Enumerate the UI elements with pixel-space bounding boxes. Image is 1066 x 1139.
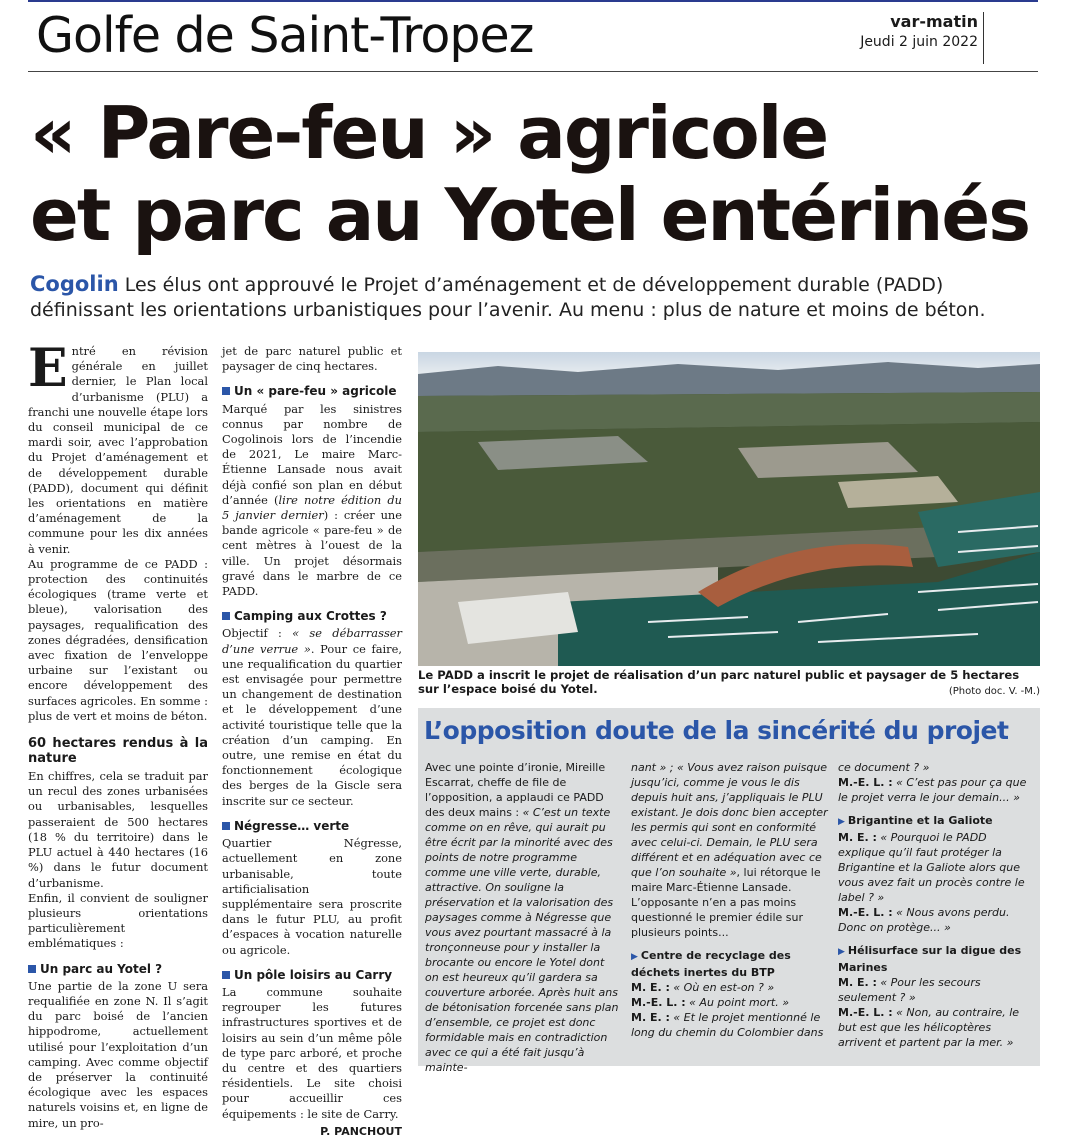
- headline-line-1: « Pare-feu » agricole: [30, 91, 828, 175]
- author-signature: P. PANCHOUT: [320, 1124, 402, 1138]
- square-bullet-icon: [28, 965, 36, 973]
- city-label: Cogolin: [30, 272, 119, 296]
- dialogue-line: M.-E. L. : « Non, au contraire, le but est que les hélicoptères arrivent et partent par la mer. »: [838, 1006, 1020, 1049]
- article-paragraph: Quartier Négresse, actuellement en zone urbanisable, toute artificialisation supplémentaire sera proscrite dans le futur PLU, au profit d’espaces à vocation naturelle ou agricole.: [222, 836, 402, 957]
- headline: [30, 92, 1040, 256]
- lead-text: Les élus ont approuvé le Projet d’aménagement et de développement durable (PADD) définissant les orientations urbanistiques pour l’avenir. Au menu : plus de nature et moins de béton.: [30, 274, 986, 321]
- box-column-3: [838, 760, 1036, 1050]
- top-rule: [28, 0, 1038, 2]
- subheading: Un parc au Yotel ?: [28, 962, 208, 977]
- masthead: [860, 12, 978, 50]
- article-paragraph: Enfin, il convient de souligner plusieurs orientations particulièrement emblématiques :: [28, 890, 208, 951]
- box-subheading: ▶ Brigantine et la Galiote: [838, 814, 993, 827]
- dialogue-line: M.-E. L. : « Au point mort. »: [631, 996, 790, 1009]
- article-column-2: [222, 344, 402, 1139]
- subheading: 60 hectares rendus à la nature: [28, 736, 208, 767]
- photo-credit: (Photo doc. V. -M.): [948, 686, 1040, 697]
- headline-line-2: et parc au Yotel entérinés: [30, 173, 1030, 257]
- lead-paragraph: [30, 272, 1040, 323]
- dialogue-line: M. E. : « Et le projet mentionné le long du chemin du Colombier dans: [631, 1011, 824, 1039]
- square-bullet-icon: [222, 971, 230, 979]
- article-paragraph: La commune souhaite regrouper les futures infrastructures sportives et de loisirs au sein d’un même pôle de type parc arboré, et proche du centre et des quartiers résidentiels. Le site choisi pour accueillir ces équipements : le site de Carry.: [222, 984, 402, 1121]
- article-paragraph: Objectif : « se débarrasser d’une verrue ». Pour ce faire, une requalification du quartier est envisagée pour permettre un changement de destination et le développement d’une activité touristique telle que la création d’un camping. En outre, une remise en état du fonctionnement écologique des berges de la Giscle sera inscrite sur ce secteur.: [222, 626, 402, 808]
- box-title: L’opposition doute de la sincérité du projet: [424, 716, 1009, 745]
- box-subheading: ▶ Hélisurface sur la digue des Marines: [838, 944, 1022, 974]
- article-paragraph: En chiffres, cela se traduit par un recul des zones urbanisées ou urbanisables, lesquelles passeraient de 500 hectares (18 % du territoire) dans le PLU actuel à 440 hectares (16 %) dans le futur document d’urbanisme.: [28, 769, 208, 890]
- issue-date: Jeudi 2 juin 2022: [860, 34, 978, 50]
- article-paragraph: Au programme de ce PADD : protection des continuités écologiques (trame verte et bleue), valorisation des paysages, requalification des zones dégradées, densification avec fixation de l’enveloppe urbaine sur l’existant ou encore développement des surfaces agricoles. En somme : plus de vert et moins de béton.: [28, 556, 208, 723]
- article-paragraph: ntré en révision générale en juillet dernier, le Plan local d’urbanisme (PLU) a franchi une nouvelle étape lors du conseil municipal de ce mardi soir, avec l’approbation du Projet d’aménagement et de développement durable (PADD), document qui définit les orientations en matière d’aménagement de la commune pour les dix années à venir.: [28, 344, 208, 556]
- box-subheading: ▶ Centre de recyclage des déchets inertes du BTP: [631, 949, 791, 979]
- triangle-bullet-icon: ▶: [838, 817, 845, 827]
- aerial-photo-illustration: [418, 352, 1040, 666]
- square-bullet-icon: [222, 387, 230, 395]
- article-column-1: [28, 338, 208, 1131]
- box-column-2: [631, 760, 831, 1040]
- square-bullet-icon: [222, 612, 230, 620]
- newspaper-name: var-matin: [890, 12, 978, 31]
- subheading: Camping aux Crottes ?: [222, 609, 402, 624]
- box-paragraph: L’opposante n’en a pas moins questionné le premier édile sur plusieurs points...: [631, 896, 804, 939]
- masthead-divider: [983, 12, 984, 64]
- box-paragraph: nant » ; « Vous avez raison puisque jusqu’ici, comme je vous le dis depuis huit ans, j’appliquais le PLU existant. Je dois donc bien accepter les permis qui sont en conformité avec celui-ci. Demain, le PLU sera différent et en adéquation avec ce que l’on souhaite », lui rétorque le maire Marc-Étienne Lansade.: [631, 761, 828, 894]
- article-paragraph: Une partie de la zone U sera requalifiée en zone N. Il s’agit du parc boisé de l’ancien hippodrome, actuellement utilisé pour l’exploitation d’un camping. Avec comme objectif de préserver la continuité écologique avec les espaces naturels voisins et, en ligne de mire, un pro-: [28, 978, 208, 1130]
- dialogue-line: M.-E. L. : « C’est pas pour ça que le projet verra le jour demain... »: [838, 776, 1027, 804]
- box-paragraph: Avec une pointe d’ironie, Mireille Escarrat, cheffe de file de l’opposition, a applaudi ce PADD des deux mains : « C’est un texte comme on en rêve, qui aurait pu être écrit par la minorité avec des points de notre programme comme une ville verte, durable, attractive. On souligne la préservation et la valorisation des paysages comme à Négresse que vous avez pourtant massacré à la tronçonneuse pour y installer la brocante ou encore le Yotel dont on est heureux qu’il gardera sa couverture arborée. Après huit ans de bétonisation forcenée sans plan d’ensemble, ce projet est donc formidable mais en contradiction avec ce qui a été fait jusqu’à mainte-: [425, 761, 619, 1074]
- box-column-1: [425, 760, 621, 1075]
- dialogue-line: ce document ? »: [838, 761, 930, 774]
- aerial-photo: [418, 352, 1040, 666]
- triangle-bullet-icon: ▶: [838, 947, 845, 957]
- section-title: Golfe de Saint-Tropez: [36, 7, 534, 64]
- opposition-box: [418, 708, 1040, 1074]
- subheading: Un pôle loisirs au Carry: [222, 968, 402, 983]
- drop-cap: E: [28, 338, 68, 399]
- photo-caption: Le PADD a inscrit le projet de réalisation d’un parc naturel public et paysager de 5 hectares sur l’espace boisé du Yotel.: [418, 668, 1020, 696]
- square-bullet-icon: [222, 822, 230, 830]
- dialogue-line: M.-E. L. : « Nous avons perdu. Donc on protège... »: [838, 906, 1010, 934]
- section-rule: [28, 71, 1038, 72]
- dialogue-line: M. E. : « Pourquoi le PADD explique qu’il faut protéger la Brigantine et la Galiote alors que vous avez fait un procès contre le label ? »: [838, 831, 1025, 904]
- article-paragraph: jet de parc naturel public et paysager de cinq hectares.: [222, 344, 402, 374]
- subheading: Négresse… verte: [222, 819, 402, 834]
- triangle-bullet-icon: ▶: [631, 952, 638, 962]
- subheading: Un « pare-feu » agricole: [222, 384, 402, 399]
- dialogue-line: M. E. : « Où en est-on ? »: [631, 981, 775, 994]
- dialogue-line: M. E. : « Pour les secours seulement ? »: [838, 976, 981, 1004]
- article-paragraph: Marqué par les sinistres connus par nombre de Cogolinois lors de l’incendie de 2021, Le maire Marc-Étienne Lansade nous avait déjà confié son plan en début d’année (lire notre édition du 5 janvier dernier) : créer une bande agricole « pare-feu » de cent mètres à l’ouest de la ville. Un projet désormais gravé dans le marbre de ce PADD.: [222, 401, 403, 599]
